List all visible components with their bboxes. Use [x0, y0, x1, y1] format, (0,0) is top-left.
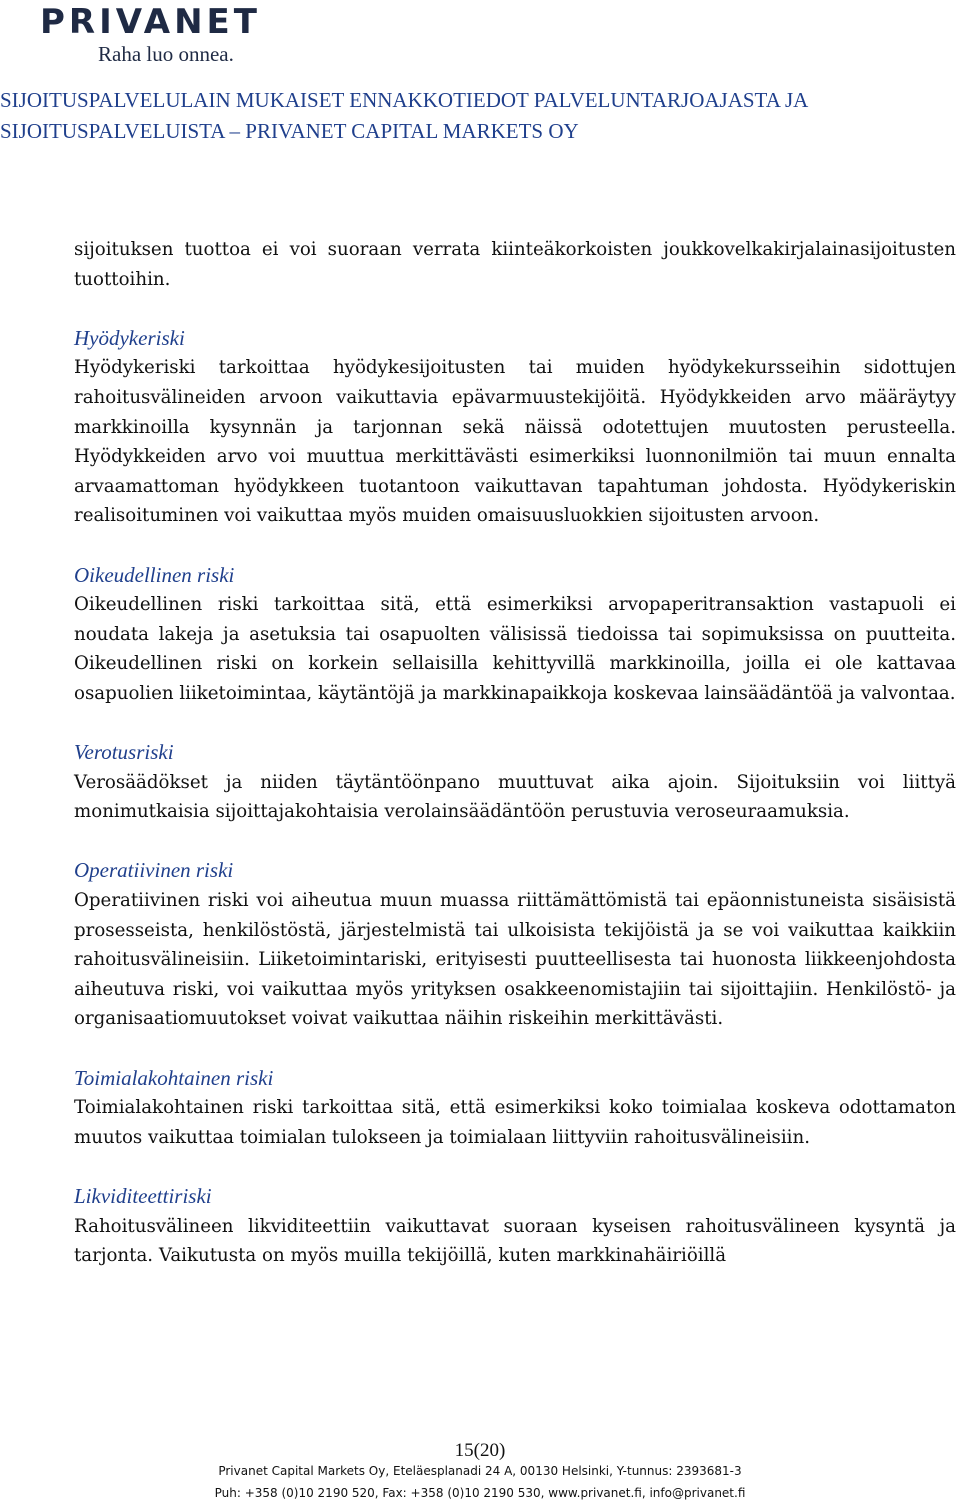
- section-text: Verosäädökset ja niiden täytäntöönpano muuttuvat aika ajoin. Sijoituksiin voi liittyä monimutkaisia sijoittajakohtaisia verolainsäädäntöön perustuvia veroseuraamuksia.: [74, 771, 956, 823]
- section-operatiivinen-riski: [74, 856, 956, 1034]
- logo-wordmark: PRIVANET: [40, 2, 261, 42]
- section-text: Toimialakohtainen riski tarkoittaa sitä, että esimerkiksi koko toimialaa koskeva odottamaton muutos vaikuttaa toimialan tulokseen ja toimialaan liittyviin rahoitusvälineisiin.: [74, 1097, 956, 1148]
- page-number: 15(20): [454, 1440, 506, 1461]
- footer-address: Privanet Capital Markets Oy, Eteläesplanadi 24 A, 00130 Helsinki, Y-tunnus: 2393681-3: [218, 1464, 742, 1478]
- section-text: Rahoitusvälineen likviditeettiin vaikuttavat suoraan kyseisen rahoitusvälineen kysyntä ja tarjonta. Vaikutusta on myös muilla tekijöillä, kuten markkinahäiriöillä: [74, 1215, 956, 1267]
- intro-paragraph: sijoituksen tuottoa ei voi suoraan verrata kiinteäkorkoisten joukkovelkakirjalainasijoitusten tuottoihin.: [74, 239, 956, 290]
- section-heading: Oikeudellinen riski: [74, 562, 235, 587]
- section-hyodykeriski: [74, 324, 956, 531]
- section-heading: Verotusriski: [74, 740, 174, 765]
- section-text: Hyödykeriski tarkoittaa hyödykesijoitusten tai muiden hyödykekursseihin sidottujen rahoitusvälineiden arvoon vaikuttavia epävarmuustekijöitä. Hyödykkeiden arvo määräytyy markkinoilla kysynnän ja tarjonnan sekä näissä odotettujen muutosten perusteella. Hyödykkeiden arvo voi muuttua merkittävästi esimerkiksi luonnonilmiön tai muun ennalta arvaamattoman hyödykkeen tuotantoon vaikuttavan tapahtuman johdosta. Hyödykeriskin realisoituminen voi vaikuttaa myös muiden omaisuusluokkien sijoitusten arvoon.: [74, 357, 956, 527]
- section-heading: Likviditeettiriski: [74, 1184, 212, 1208]
- section-text: Operatiivinen riski voi aiheutua muun muassa riittämättömistä tai epäonnistuneista sisäisistä prosesseista, henkilöstöstä, järjestelmistä tai ulkoisista tekijöistä ja se voi vaikuttaa kaikkiin rahoitusvälineisiin. Liiketoimintariski, erityisesti puutteellisesta tai huonosta liikkeenjohdosta aiheutuva riski, voi vaikuttaa myös yrityksen osakkeenomistajiin tai sijoittajiin. Henkilöstö- ja organisaatiomuutokset voivat vaikuttaa näihin riskeihin merkittävästi.: [74, 890, 956, 1030]
- privanet-logo: [40, 2, 261, 66]
- footer-contact: Puh: +358 (0)10 2190 520, Fax: +358 (0)10 2190 530, www.privanet.fi, info@privanet.fi: [214, 1486, 746, 1500]
- section-heading: Toimialakohtainen riski: [74, 1065, 274, 1090]
- section-heading: Hyödykeriski: [74, 325, 185, 350]
- document-body: [74, 235, 956, 1271]
- section-text: Oikeudellinen riski tarkoittaa sitä, että esimerkiksi arvopaperitransaktion vastapuoli ei noudata lakeja ja asetuksia tai osapuolten välisissä tiedoissa tai sopimuksissa on puutteita. Oikeudellinen riski on korkein sellaisilla kehittyvillä markkinoilla, joilla ei ole kattavaa osapuolien liiketoimintaa, käytäntöjä ja markkinapaikkoja koskevaa lainsäädäntöä ja valvontaa.: [74, 594, 956, 704]
- section-verotusriski: [74, 738, 956, 827]
- section-oikeudellinen-riski: [74, 561, 956, 709]
- document-title: SIJOITUSPALVELULAIN MUKAISET ENNAKKOTIEDOT PALVELUNTARJOAJASTA JA SIJOITUSPALVELUISTA – PRIVANET CAPITAL MARKETS OY: [0, 88, 808, 143]
- logo-tagline: Raha luo onnea.: [98, 42, 234, 66]
- section-toimialakohtainen-riski: [74, 1064, 956, 1153]
- section-likviditeettiriski: [74, 1182, 956, 1271]
- section-heading: Operatiivinen riski: [74, 858, 234, 883]
